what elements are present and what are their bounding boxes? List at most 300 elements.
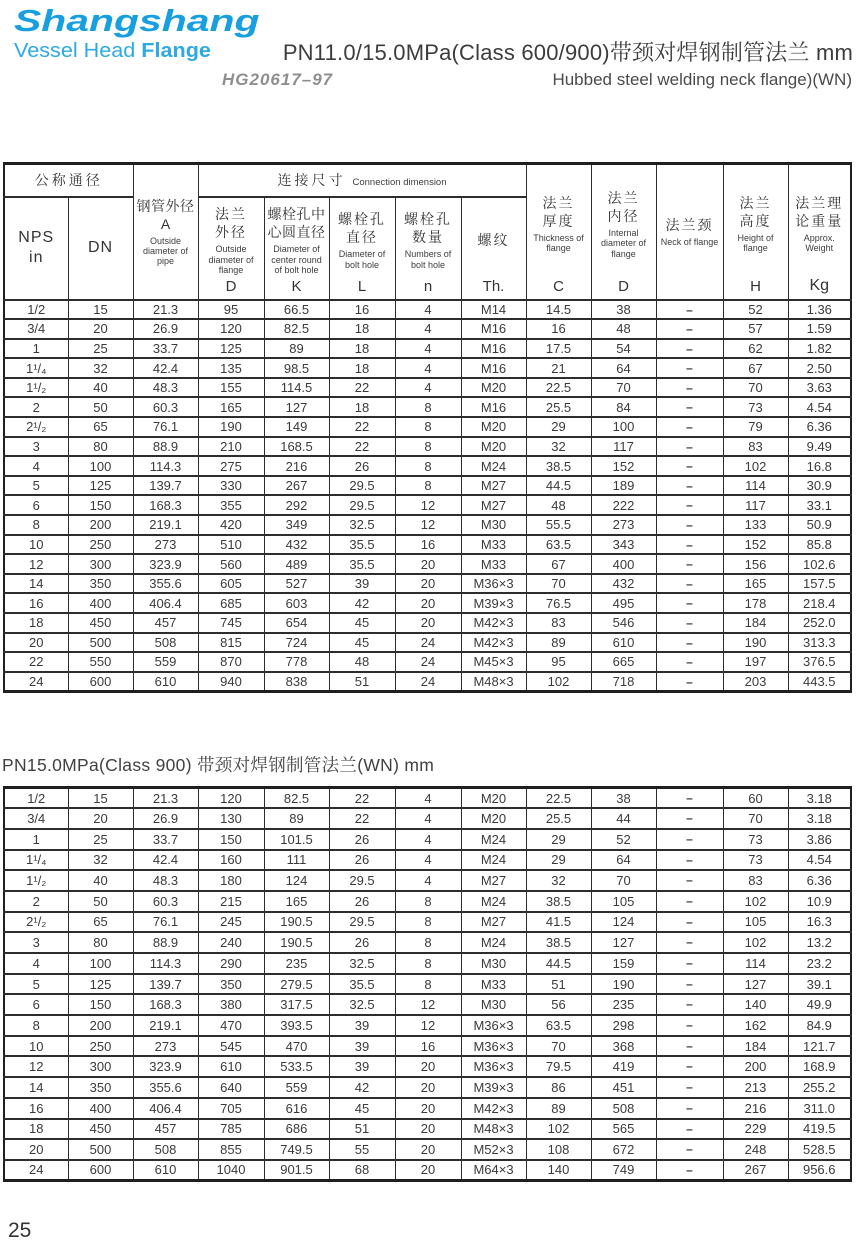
table-cell: 135: [198, 358, 264, 378]
table-row: [4, 300, 851, 320]
header-connection-dimension: [198, 164, 526, 197]
connection-group-cn: 连接尺寸: [277, 172, 346, 189]
table-cell: 26.9: [133, 808, 198, 829]
table-cell: 420: [198, 515, 264, 535]
table-cell: 317.5: [264, 994, 329, 1015]
table-cell: 51: [329, 1119, 395, 1140]
table-cell: 343: [591, 535, 656, 555]
thread-letter: Th.: [482, 277, 505, 295]
table-cell: 16: [526, 319, 591, 339]
table-cell: 2.50: [788, 358, 851, 378]
page-number: 25: [8, 1219, 32, 1242]
table-cell: 35.5: [329, 554, 395, 574]
table-cell: 85.8: [788, 535, 851, 555]
table-row: [4, 912, 851, 933]
table-cell: 105: [591, 891, 656, 912]
table-cell: 21.3: [133, 300, 198, 320]
header-nominal-diameter: [4, 164, 133, 197]
table-cell: 815: [198, 633, 264, 653]
table-cell: 38.5: [526, 456, 591, 476]
section2-title: PN15.0MPa(Class 900) 带颈对焊钢制管法兰(WN) mm: [2, 755, 435, 775]
table-row: [4, 1056, 851, 1077]
table-cell: 610: [591, 633, 656, 653]
table-cell: 12: [4, 1056, 68, 1077]
table-cell: 4: [395, 829, 461, 850]
table-cell: 603: [264, 593, 329, 613]
table-cell: –: [656, 495, 723, 515]
table-cell: 33.7: [133, 829, 198, 850]
table-cell: 25.5: [526, 808, 591, 829]
table-cell: 4: [4, 953, 68, 974]
table-cell: M36×3: [461, 1036, 526, 1057]
table-cell: M27: [461, 870, 526, 891]
table-cell: 245: [198, 912, 264, 933]
table-cell: 160: [198, 850, 264, 871]
table-cell: 235: [591, 994, 656, 1015]
table-cell: 54: [591, 339, 656, 359]
table-cell: 292: [264, 495, 329, 515]
header-bolt-diameter: [329, 197, 395, 300]
table-cell: 125: [68, 476, 133, 496]
bolt-dia-en: Diameter of bolt hole: [338, 249, 386, 270]
table-cell: 66.5: [264, 300, 329, 320]
table-cell: 1¹/₂: [4, 870, 68, 891]
table-cell: 273: [133, 535, 198, 555]
table-cell: 67: [526, 554, 591, 574]
table-cell: 6: [4, 495, 68, 515]
bolt-circle-letter: K: [291, 277, 302, 295]
table-cell: 8: [395, 476, 461, 496]
table-cell: 70: [526, 1036, 591, 1057]
table-cell: 20: [68, 808, 133, 829]
table-cell: 29: [526, 829, 591, 850]
table-cell: 102.6: [788, 554, 851, 574]
subtitle-row: [222, 70, 852, 90]
table-cell: 70: [526, 574, 591, 594]
table-cell: 355.6: [133, 1077, 198, 1098]
table-cell: 20: [395, 1077, 461, 1098]
table-row: [4, 358, 851, 378]
table-cell: 560: [198, 554, 264, 574]
table-cell: 16: [4, 593, 68, 613]
table-cell: 1040: [198, 1160, 264, 1181]
table-cell: 32: [526, 870, 591, 891]
table-cell: 70: [723, 378, 788, 398]
table-cell: –: [656, 574, 723, 594]
table-row: [4, 672, 851, 692]
table-cell: –: [656, 300, 723, 320]
table-cell: 189: [591, 476, 656, 496]
table-cell: 273: [591, 515, 656, 535]
table-cell: 18: [4, 613, 68, 633]
table-cell: 42.4: [133, 850, 198, 871]
table-cell: 545: [198, 1036, 264, 1057]
table-cell: 168.3: [133, 994, 198, 1015]
table-cell: 64: [591, 850, 656, 871]
table-cell: 495: [591, 593, 656, 613]
table-cell: 26: [329, 829, 395, 850]
table-cell: M42×3: [461, 633, 526, 653]
table-cell: 70: [591, 870, 656, 891]
table-cell: 1¹/₄: [4, 358, 68, 378]
inner-dia-letter: D: [618, 277, 629, 295]
table-cell: –: [656, 1077, 723, 1098]
table-cell: 18: [329, 397, 395, 417]
table-cell: 22.5: [526, 378, 591, 398]
table-cell: 350: [68, 1077, 133, 1098]
table-cell: 14: [4, 1077, 68, 1098]
table-cell: 311.0: [788, 1098, 851, 1119]
table-cell: 785: [198, 1119, 264, 1140]
table-cell: 84: [591, 397, 656, 417]
table-cell: –: [656, 358, 723, 378]
table-cell: 510: [198, 535, 264, 555]
header-weight: [788, 164, 851, 300]
table-cell: 8: [395, 891, 461, 912]
table-cell: 255.2: [788, 1077, 851, 1098]
table-cell: 105: [723, 912, 788, 933]
table-cell: 22: [329, 437, 395, 457]
table-row: [4, 495, 851, 515]
table-cell: M30: [461, 994, 526, 1015]
header-row-groups: [4, 164, 851, 197]
flange-od-en: Outside diameter of flange: [208, 244, 254, 275]
table-cell: 124: [264, 870, 329, 891]
table-cell: 298: [591, 1015, 656, 1036]
page-title: PN11.0/15.0MPa(Class 600/900)带颈对焊钢制管法兰 mm: [282, 40, 853, 65]
table-cell: 450: [68, 1119, 133, 1140]
table-cell: 8: [395, 912, 461, 933]
table-cell: 22: [329, 808, 395, 829]
table-cell: 152: [591, 456, 656, 476]
table-cell: 20: [395, 574, 461, 594]
table-cell: 12: [4, 554, 68, 574]
table-cell: M24: [461, 829, 526, 850]
table-cell: 165: [198, 397, 264, 417]
table-cell: 10: [4, 1036, 68, 1057]
table-cell: 749: [591, 1160, 656, 1181]
table-row: [4, 829, 851, 850]
table-row: [4, 378, 851, 398]
table-row: [4, 515, 851, 535]
table-cell: 210: [198, 437, 264, 457]
table-cell: 114.5: [264, 378, 329, 398]
table-cell: 235: [264, 953, 329, 974]
table-cell: –: [656, 994, 723, 1015]
table-cell: 8: [395, 974, 461, 995]
table-row: [4, 319, 851, 339]
table-cell: 8: [4, 515, 68, 535]
table-cell: 63.5: [526, 535, 591, 555]
table-cell: –: [656, 1036, 723, 1057]
table-cell: 2: [4, 891, 68, 912]
table-cell: M24: [461, 932, 526, 953]
table-cell: M33: [461, 554, 526, 574]
table-cell: 114: [723, 476, 788, 496]
table-cell: 778: [264, 652, 329, 672]
table-cell: 197: [723, 652, 788, 672]
table-cell: 162: [723, 1015, 788, 1036]
table-cell: 8: [395, 397, 461, 417]
table-cell: 48.3: [133, 378, 198, 398]
table-cell: M39×3: [461, 1077, 526, 1098]
inner-dia-cn2: 内径: [607, 207, 640, 224]
table-cell: 16: [4, 1098, 68, 1119]
table-cell: M16: [461, 397, 526, 417]
table-cell: –: [656, 554, 723, 574]
table-cell: 457: [133, 613, 198, 633]
table-cell: M45×3: [461, 652, 526, 672]
table-cell: 610: [198, 1056, 264, 1077]
table-cell: 56: [526, 994, 591, 1015]
table-row: [4, 1160, 851, 1181]
table-cell: 745: [198, 613, 264, 633]
table-cell: 4: [395, 870, 461, 891]
table-cell: 117: [591, 437, 656, 457]
flange-od-letter: D: [225, 277, 237, 295]
table-cell: 168.5: [264, 437, 329, 457]
table-cell: M52×3: [461, 1139, 526, 1160]
table-cell: 102: [526, 1119, 591, 1140]
table-cell: 32.5: [329, 994, 395, 1015]
table-cell: 49.9: [788, 994, 851, 1015]
table-cell: 70: [723, 808, 788, 829]
table-cell: 451: [591, 1077, 656, 1098]
table-cell: 18: [329, 358, 395, 378]
table-cell: 4: [4, 456, 68, 476]
table-cell: 20: [68, 319, 133, 339]
flange-table-class600: [3, 162, 852, 693]
table-cell: 380: [198, 994, 264, 1015]
table-cell: M64×3: [461, 1160, 526, 1181]
brand-logo: [14, 3, 260, 63]
table-cell: 1¹/₄: [4, 850, 68, 871]
table-cell: 140: [723, 994, 788, 1015]
table-cell: 546: [591, 613, 656, 633]
table-cell: 4: [395, 339, 461, 359]
table-cell: 20: [395, 1119, 461, 1140]
table-cell: 52: [723, 300, 788, 320]
table-cell: 10: [4, 535, 68, 555]
brand-tagline: [14, 40, 215, 63]
table-cell: 4: [395, 358, 461, 378]
table-row: [4, 1119, 851, 1140]
table-row: [4, 535, 851, 555]
table-cell: 84.9: [788, 1015, 851, 1036]
weight-cn2: 论重量: [795, 212, 844, 229]
dn-label: DN: [87, 239, 114, 256]
table-cell: 275: [198, 456, 264, 476]
table-cell: 55: [329, 1139, 395, 1160]
table-cell: 150: [68, 495, 133, 515]
table-cell: 393.5: [264, 1015, 329, 1036]
table-cell: 349: [264, 515, 329, 535]
table-cell: 42: [329, 1077, 395, 1098]
table-cell: 565: [591, 1119, 656, 1140]
table-cell: 73: [723, 829, 788, 850]
table-cell: 190: [723, 633, 788, 653]
table-cell: 89: [526, 1098, 591, 1119]
table-cell: 4: [395, 788, 461, 809]
table-cell: 665: [591, 652, 656, 672]
table-cell: 80: [68, 437, 133, 457]
table-cell: 16.3: [788, 912, 851, 933]
table-cell: 600: [68, 672, 133, 692]
table-cell: 38.5: [526, 891, 591, 912]
table-cell: 57: [723, 319, 788, 339]
table-cell: 50.9: [788, 515, 851, 535]
standard-number: HG20617–97: [222, 70, 334, 89]
table-cell: 48: [329, 652, 395, 672]
table-cell: M20: [461, 808, 526, 829]
table-cell: 8: [395, 932, 461, 953]
table-cell: 749.5: [264, 1139, 329, 1160]
table-row: [4, 397, 851, 417]
table-cell: 24: [395, 672, 461, 692]
thickness-letter: C: [553, 277, 564, 295]
table-cell: 4: [395, 300, 461, 320]
table-cell: 26: [329, 850, 395, 871]
table-row: [4, 593, 851, 613]
table-cell: 724: [264, 633, 329, 653]
bolt-circle-cn1: 螺栓孔中: [267, 205, 326, 222]
table-row: [4, 554, 851, 574]
bolt-num-letter: n: [423, 277, 433, 295]
table-cell: 51: [526, 974, 591, 995]
table-cell: 40: [68, 870, 133, 891]
table-cell: M48×3: [461, 672, 526, 692]
table-cell: 39.1: [788, 974, 851, 995]
table-cell: 15: [68, 300, 133, 320]
table-cell: M39×3: [461, 593, 526, 613]
table-cell: 1.36: [788, 300, 851, 320]
table-cell: 48: [591, 319, 656, 339]
table-cell: 70: [591, 378, 656, 398]
table-cell: 165: [264, 891, 329, 912]
table-cell: 29: [526, 850, 591, 871]
table-row: [4, 1098, 851, 1119]
table-cell: 42: [329, 593, 395, 613]
table-cell: 20: [395, 1139, 461, 1160]
table-cell: –: [656, 437, 723, 457]
table-cell: 527: [264, 574, 329, 594]
header-flange-od: [198, 197, 264, 300]
table-cell: 4.54: [788, 397, 851, 417]
table-cell: 640: [198, 1077, 264, 1098]
table-cell: 17.5: [526, 339, 591, 359]
table-row: [4, 476, 851, 496]
table-cell: M42×3: [461, 613, 526, 633]
table-cell: 1.59: [788, 319, 851, 339]
table-cell: 22: [329, 417, 395, 437]
table-cell: 4: [395, 850, 461, 871]
table-cell: 616: [264, 1098, 329, 1119]
table-cell: 168.9: [788, 1056, 851, 1077]
table-row: [4, 1015, 851, 1036]
table-cell: 79.5: [526, 1056, 591, 1077]
table-cell: 50: [68, 891, 133, 912]
table-cell: 42.4: [133, 358, 198, 378]
table-cell: M24: [461, 850, 526, 871]
table-cell: 62: [723, 339, 788, 359]
table-cell: 39: [329, 1015, 395, 1036]
table-cell: 32: [526, 437, 591, 457]
table-row: [4, 891, 851, 912]
table-cell: 24: [395, 652, 461, 672]
table-cell: 29.5: [329, 476, 395, 496]
table-cell: 125: [68, 974, 133, 995]
table-cell: 24: [4, 672, 68, 692]
table-cell: 406.4: [133, 1098, 198, 1119]
table-cell: 1: [4, 829, 68, 850]
table-cell: 76.5: [526, 593, 591, 613]
table-cell: 218.4: [788, 593, 851, 613]
table-cell: 48: [526, 495, 591, 515]
table-cell: 26: [329, 891, 395, 912]
table-cell: 89: [264, 339, 329, 359]
table-cell: 157.5: [788, 574, 851, 594]
table-cell: M16: [461, 339, 526, 359]
table-cell: –: [656, 593, 723, 613]
table-cell: 22: [4, 652, 68, 672]
table-cell: 38: [591, 300, 656, 320]
table-cell: –: [656, 912, 723, 933]
table-cell: 180: [198, 870, 264, 891]
table-cell: 3/4: [4, 319, 68, 339]
table-row: [4, 788, 851, 809]
header-bolt-circle: [264, 197, 329, 300]
table-cell: 65: [68, 912, 133, 933]
header-pipe-od: [133, 164, 198, 300]
header-inner-diameter: [591, 164, 656, 300]
table-cell: M14: [461, 300, 526, 320]
table-cell: M48×3: [461, 1119, 526, 1140]
table-cell: M33: [461, 974, 526, 995]
table-cell: 3.18: [788, 788, 851, 809]
table-cell: 605: [198, 574, 264, 594]
table-cell: –: [656, 1056, 723, 1077]
table-cell: 95: [198, 300, 264, 320]
brand-tagline-bold: Flange: [141, 39, 211, 62]
table-cell: 1/2: [4, 300, 68, 320]
table-cell: 16: [395, 1036, 461, 1057]
header-neck: [656, 164, 723, 300]
table-cell: M20: [461, 378, 526, 398]
flange-od-cn1: 法兰: [215, 205, 247, 222]
table-cell: 21.3: [133, 788, 198, 809]
table-cell: 2¹/₂: [4, 912, 68, 933]
table-row: [4, 1036, 851, 1057]
bolt-circle-cn2: 心圆直径: [267, 223, 326, 240]
table-cell: 89: [264, 808, 329, 829]
table-cell: 12: [395, 1015, 461, 1036]
table-row: [4, 994, 851, 1015]
table-cell: 41.5: [526, 912, 591, 933]
table-cell: 267: [264, 476, 329, 496]
table-cell: –: [656, 891, 723, 912]
table-cell: 120: [198, 319, 264, 339]
table-cell: 559: [264, 1077, 329, 1098]
table-cell: 1: [4, 339, 68, 359]
table-row: [4, 339, 851, 359]
table-cell: 940: [198, 672, 264, 692]
table-cell: 1.82: [788, 339, 851, 359]
table-cell: 165: [723, 574, 788, 594]
table-cell: 13.2: [788, 932, 851, 953]
table-cell: 457: [133, 1119, 198, 1140]
table-cell: –: [656, 378, 723, 398]
nps-line2: in: [29, 249, 44, 266]
